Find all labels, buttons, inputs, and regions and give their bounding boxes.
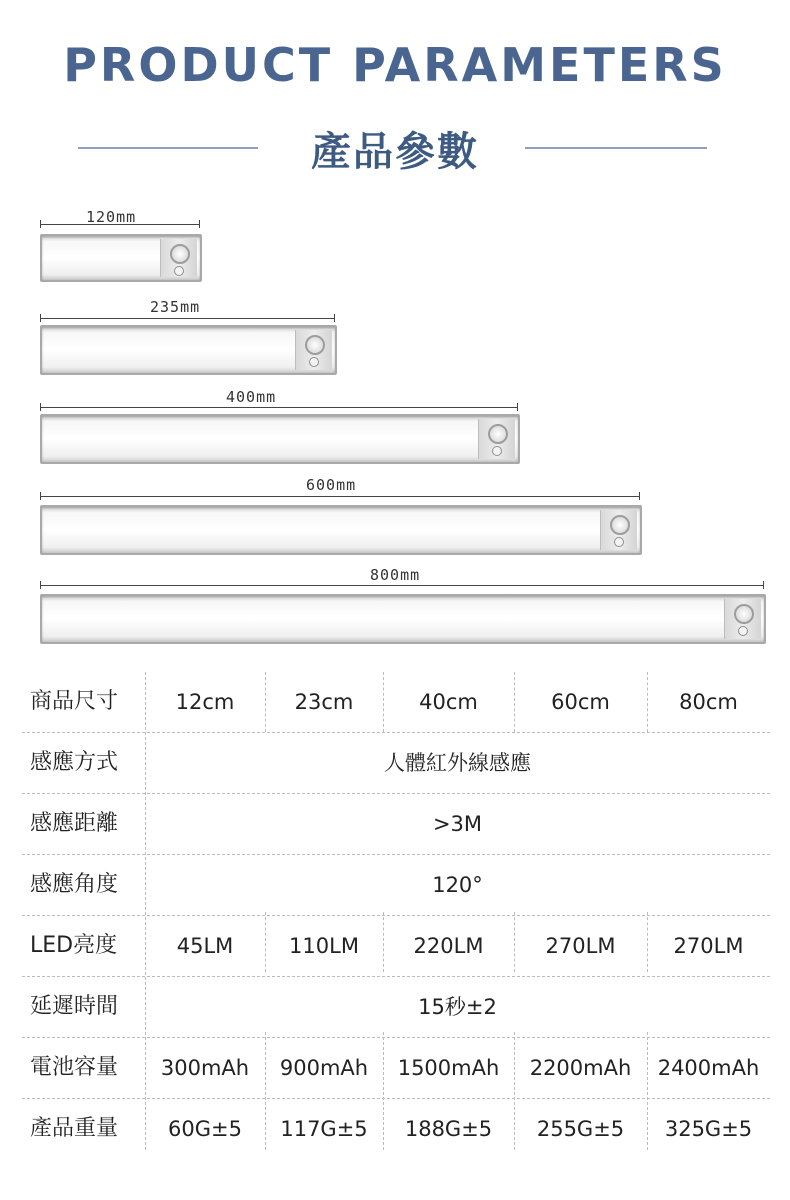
- lamp-bar-400: [40, 414, 520, 464]
- table-cell: 80cm: [679, 690, 738, 714]
- page-subtitle: 產品參數: [311, 129, 479, 175]
- motion-sensor-icon: [478, 419, 515, 459]
- table-cell-span: 人體紅外線感應: [384, 751, 531, 775]
- lamp-bar-235: [40, 325, 337, 375]
- table-row: [22, 794, 770, 855]
- row-label: LED亮度: [30, 933, 118, 958]
- dimension-tick: [334, 314, 335, 322]
- lamp-bar-600: [40, 505, 642, 555]
- page-title: PRODUCT PARAMETERS: [63, 38, 727, 92]
- dimension-tick: [40, 492, 41, 500]
- table-cell: 45LM: [176, 934, 234, 958]
- dimension-tick: [517, 403, 518, 411]
- row-label: 商品尺寸: [30, 689, 119, 714]
- table-row: [22, 916, 770, 977]
- subtitle-divider-right: [525, 147, 707, 149]
- table-cell: 40cm: [419, 690, 478, 714]
- table-cell: 60cm: [551, 690, 610, 714]
- lamp-bar-800: [40, 594, 766, 644]
- lamp-size-label: 800mm: [370, 566, 421, 584]
- table-row: [22, 1099, 770, 1159]
- table-row: [22, 855, 770, 916]
- dimension-line-235: [40, 318, 335, 319]
- dimension-tick: [199, 220, 200, 228]
- row-label: 感應角度: [30, 872, 119, 897]
- motion-sensor-icon: [600, 510, 637, 550]
- table-cell: 255G±5: [536, 1117, 625, 1141]
- dimension-tick: [763, 581, 764, 589]
- table-cell: 220LM: [413, 934, 484, 958]
- table-cell-span: >3M: [432, 812, 483, 836]
- table-row: [22, 733, 770, 794]
- dimension-tick: [40, 314, 41, 322]
- table-cell: 110LM: [289, 934, 359, 958]
- parameters-table: [22, 672, 770, 1159]
- lamp-size-label: 600mm: [306, 476, 357, 494]
- subtitle-row: [0, 120, 790, 176]
- motion-sensor-icon: [295, 330, 332, 370]
- table-cell: 325G±5: [664, 1117, 753, 1141]
- table-row: [22, 1038, 770, 1099]
- row-label: 延遲時間: [30, 994, 119, 1019]
- row-label: 感應距離: [30, 811, 119, 836]
- table-cell: 2400mAh: [657, 1056, 760, 1080]
- row-label: 產品重量: [30, 1116, 119, 1141]
- table-cell: 270LM: [673, 934, 744, 958]
- table-cell: 23cm: [294, 690, 354, 714]
- lamp-size-label: 120mm: [86, 208, 137, 226]
- motion-sensor-icon: [724, 599, 761, 639]
- table-row: [22, 672, 770, 733]
- dimension-tick: [639, 492, 640, 500]
- table-cell: 1500mAh: [397, 1056, 500, 1080]
- dimension-tick: [40, 403, 41, 411]
- lamp-size-label: 235mm: [150, 298, 201, 316]
- table-cell: 2200mAh: [529, 1056, 632, 1080]
- table-cell: 12cm: [175, 690, 235, 714]
- table-cell: 117G±5: [280, 1117, 368, 1141]
- table-row: [22, 977, 770, 1038]
- table-cell-span: 15秒±2: [418, 995, 497, 1019]
- lamp-bar-120: [40, 234, 202, 282]
- dimension-line-600: [40, 496, 640, 497]
- table-cell: 900mAh: [279, 1056, 369, 1080]
- table-cell: 60G±5: [168, 1117, 242, 1141]
- table-cell-span: 120°: [432, 873, 483, 897]
- dimension-tick: [40, 581, 41, 589]
- table-cell: 270LM: [545, 934, 616, 958]
- lamp-size-label: 400mm: [226, 388, 277, 406]
- table-cell: 188G±5: [404, 1117, 493, 1141]
- table-cell: 300mAh: [160, 1056, 250, 1080]
- dimension-line-800: [40, 585, 764, 586]
- row-label: 感應方式: [30, 750, 119, 775]
- row-label: 電池容量: [30, 1055, 119, 1080]
- motion-sensor-icon: [160, 239, 197, 277]
- dimension-line-400: [40, 407, 518, 408]
- dimension-tick: [40, 220, 41, 228]
